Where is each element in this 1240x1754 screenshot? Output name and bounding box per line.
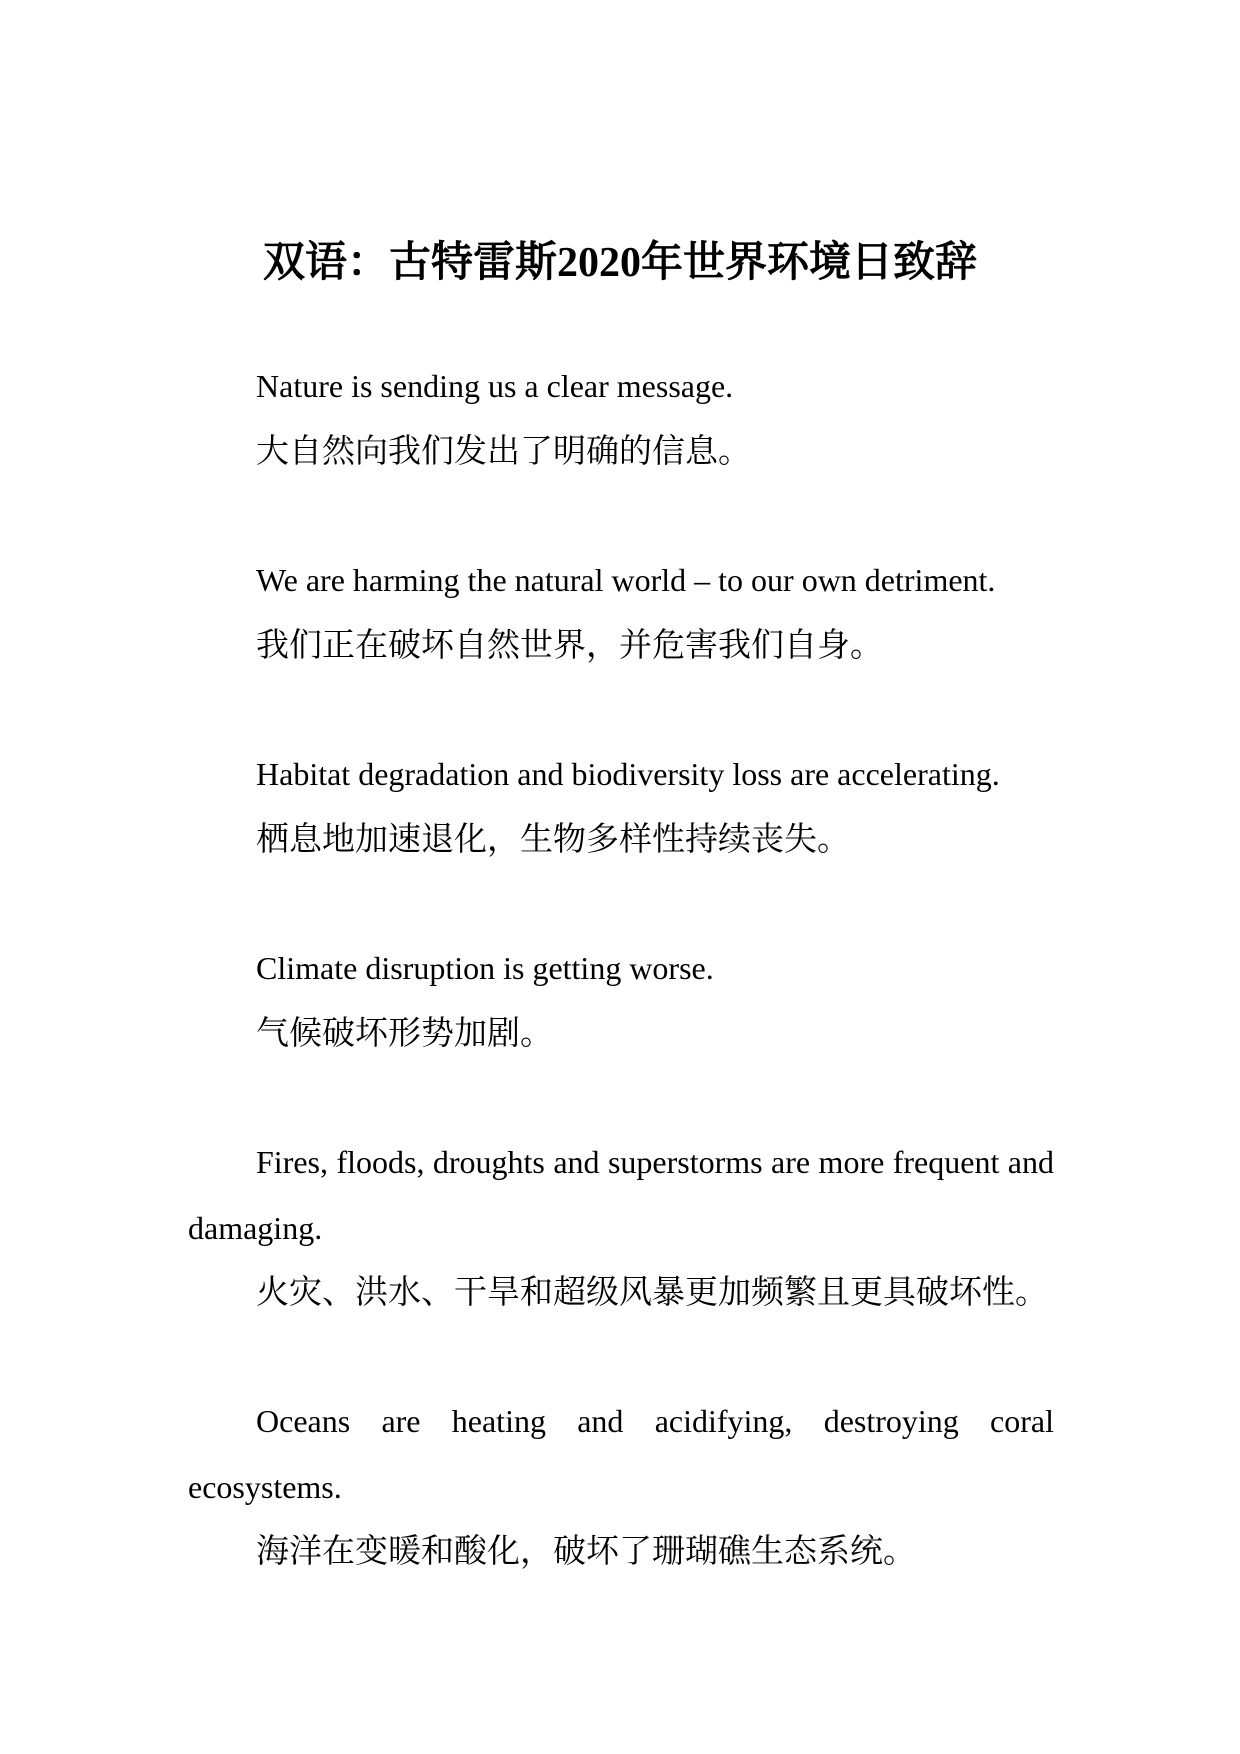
paragraph-1-english: Nature is sending us a clear message. <box>256 368 734 404</box>
paragraph-3-chinese: 栖息地加速退化，生物多样性持续丧失。 <box>256 819 850 858</box>
title-prefix: 双语：古特雷斯 <box>262 237 557 286</box>
document-title <box>0 232 1240 293</box>
paragraph-6-chinese: 海洋在变暖和酸化，破坏了珊瑚礁生态系统。 <box>256 1531 916 1570</box>
paragraph-6-english: Oceans are heating and acidifying, destroying coral ecosystems. <box>188 1403 1054 1505</box>
paragraph-2-english: We are harming the natural world – to our own detriment. <box>256 562 996 598</box>
paragraph-5-chinese: 火灾、洪水、干旱和超级风暴更加频繁且更具破坏性。 <box>256 1272 1048 1311</box>
paragraph-5-english: Fires, floods, droughts and superstorms are more frequent and damaging. <box>188 1144 1054 1246</box>
paragraph-2-chinese: 我们正在破坏自然世界，并危害我们自身。 <box>256 625 883 664</box>
title-year: 2020 <box>557 240 641 286</box>
title-suffix: 年世界环境日致辞 <box>641 237 978 286</box>
paragraph-4-english: Climate disruption is getting worse. <box>256 950 714 986</box>
paragraph-1-chinese: 大自然向我们发出了明确的信息。 <box>256 431 751 470</box>
paragraph-4-chinese: 气候破坏形势加剧。 <box>256 1013 553 1052</box>
paragraph-3-english: Habitat degradation and biodiversity loss are accelerating. <box>256 756 1000 792</box>
